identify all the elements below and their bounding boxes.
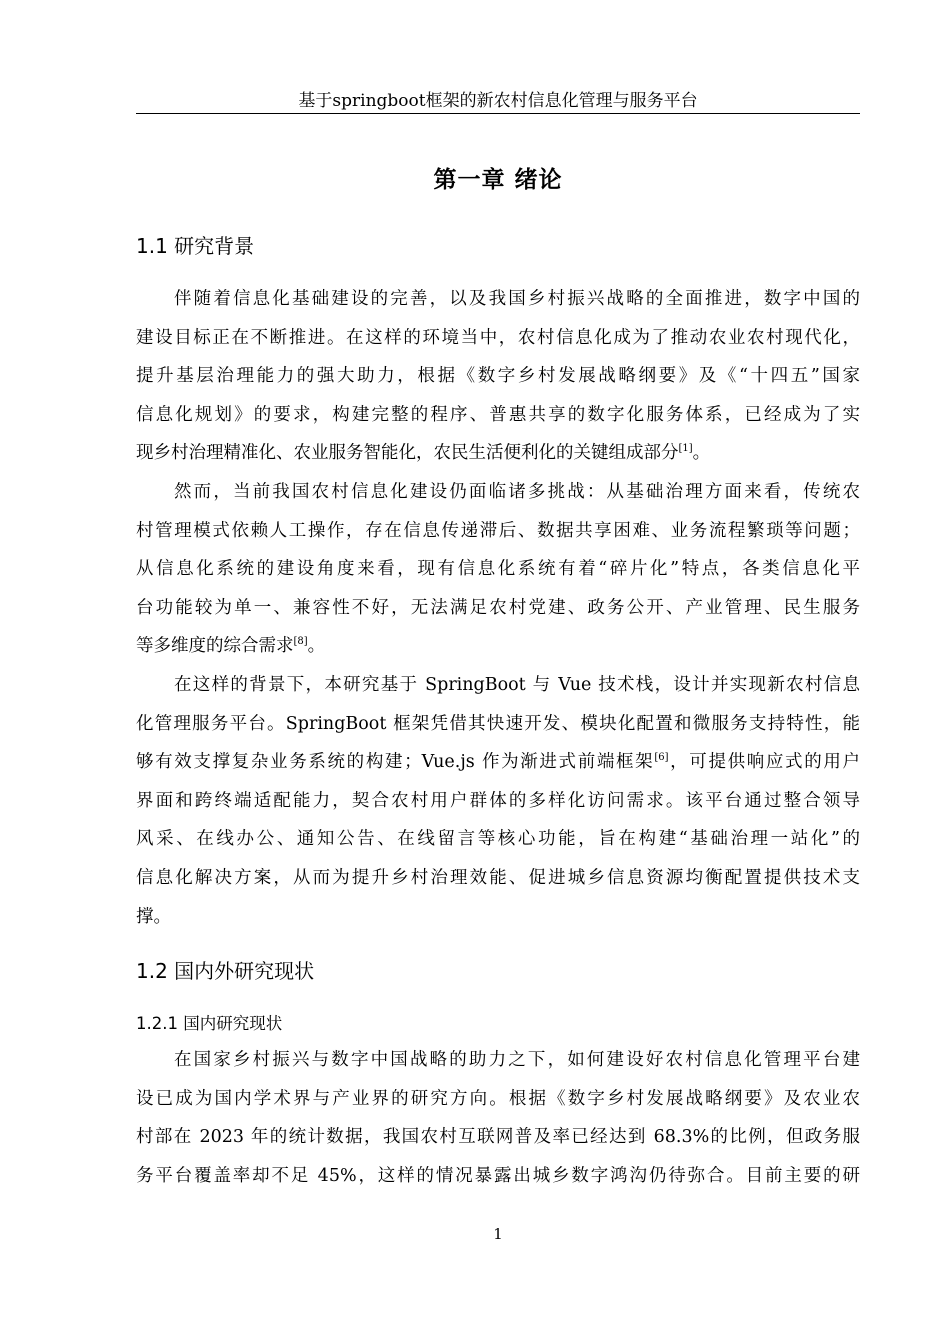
paragraph-line: 设已成为国内学术界与产业界的研究方向。根据《数字乡村发展战略纲要》及农业农 xyxy=(136,1088,860,1109)
paragraph-text: 等多维度的综合需求 xyxy=(136,636,294,657)
citation-ref: [8] xyxy=(293,636,308,648)
paragraph-text: ，可提供响应式的用户 xyxy=(668,752,860,773)
paragraph-line: 在这样的背景下，本研究基于 SpringBoot 与 Vue 技术栈，设计并实现新农村信息 xyxy=(174,675,860,695)
paragraph-text: 现乡村治理精准化、农业服务智能化，农民生活便利化的关键组成部分 xyxy=(136,443,679,464)
paragraph-text: 够有效支撑复杂业务系统的构建；Vue.js 作为渐进式前端框架 xyxy=(136,752,655,773)
header-divider xyxy=(136,113,860,114)
paragraph-line: 台功能较为单一、兼容性不好，无法满足农村党建、政务公开、产业管理、民生服务 xyxy=(136,597,860,618)
citation-ref: [1] xyxy=(678,443,693,455)
paragraph-line: 风采、在线办公、通知公告、在线留言等核心功能，旨在构建“基础治理一站化”的 xyxy=(136,829,860,850)
subsection-heading-1-2-1: 1.2.1 国内研究现状 xyxy=(136,1014,283,1033)
paragraph-line: 信息化解决方案，从而为提升乡村治理效能、促进城乡信息资源均衡配置提供技术支 xyxy=(136,867,860,888)
paragraph-line xyxy=(136,434,860,473)
paragraph-line: 在国家乡村振兴与数字中国战略的助力之下，如何建设好农村信息化管理平台建 xyxy=(174,1050,860,1070)
paragraph-research-background-1 xyxy=(136,280,860,473)
running-header: 基于springboot框架的新农村信息化管理与服务平台 xyxy=(298,91,698,111)
paragraph-text: 。 xyxy=(307,636,326,657)
paragraph-line: 务平台覆盖率却不足 45%，这样的情况暴露出城乡数字鸿沟仍待弥合。目前主要的研 xyxy=(136,1165,860,1186)
paragraph-line xyxy=(136,627,860,666)
paragraph-line: 化管理服务平台。SpringBoot 框架凭借其快速开发、模块化配置和微服务支持特性，能 xyxy=(136,713,860,734)
page-number: 1 xyxy=(493,1225,503,1243)
paragraph-line: 信息化规划》的要求，构建完整的程序、普惠共享的数字化服务体系，已经成为了实 xyxy=(136,404,860,425)
paragraph-text: 。 xyxy=(692,443,711,464)
chapter-title: 第一章 绪论 xyxy=(433,167,563,193)
citation-ref: [6] xyxy=(654,752,669,764)
paragraph-research-background-2 xyxy=(136,473,860,666)
paragraph-line: 撑。 xyxy=(136,906,171,927)
paragraph-line: 界面和跨终端适配能力，契合农村用户群体的多样化访问需求。该平台通过整合领导 xyxy=(136,790,860,811)
section-heading-1-2: 1.2 国内外研究现状 xyxy=(136,959,315,983)
paragraph-domestic-research xyxy=(136,1041,860,1195)
paragraph-line: 提升基层治理能力的强大助力，根据《数字乡村发展战略纲要》及《“十四五”国家 xyxy=(136,366,860,387)
paragraph-line: 伴随着信息化基础建设的完善，以及我国乡村振兴战略的全面推进，数字中国的 xyxy=(174,289,860,309)
paragraph-line xyxy=(136,743,860,782)
paragraph-line: 然而，当前我国农村信息化建设仍面临诸多挑战：从基础治理方面来看，传统农 xyxy=(174,482,860,502)
paragraph-line: 村部在 2023 年的统计数据，我国农村互联网普及率已经达到 68.3%的比例，但政务服 xyxy=(136,1127,860,1148)
paragraph-line: 从信息化系统的建设角度来看，现有信息化系统有着“碎片化”特点，各类信息化平 xyxy=(136,559,860,580)
paragraph-research-background-3 xyxy=(136,666,860,936)
section-heading-1-1: 1.1 研究背景 xyxy=(136,234,255,258)
paragraph-line: 村管理模式依赖人工操作，存在信息传递滞后、数据共享困难、业务流程繁琐等问题； xyxy=(136,520,860,541)
paragraph-line: 建设目标正在不断推进。在这样的环境当中，农村信息化成为了推动农业农村现代化， xyxy=(136,327,860,348)
